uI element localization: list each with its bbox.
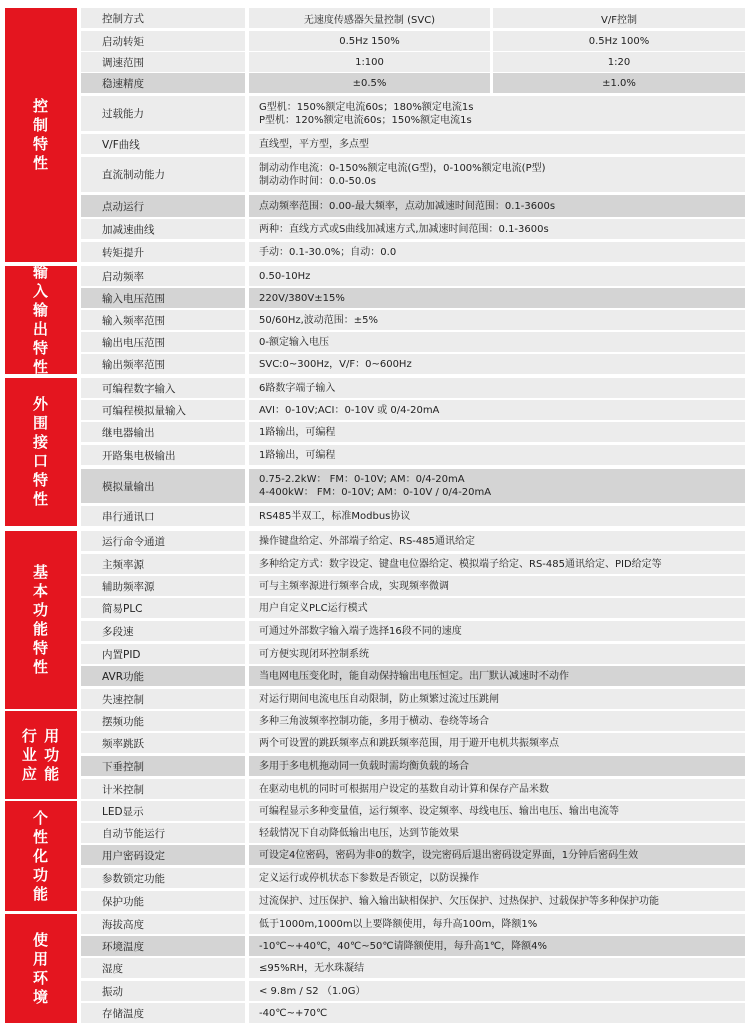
spec-row bbox=[81, 134, 745, 154]
spec-name: 简易PLC bbox=[81, 598, 245, 618]
spec-name: 参数锁定功能 bbox=[81, 868, 245, 888]
spec-name: 控制方式 bbox=[81, 8, 245, 28]
spec-row bbox=[81, 73, 745, 93]
category-title: 个 性 化 功 能 bbox=[32, 808, 49, 903]
spec-value: 可编程显示多种变量值，运行频率、设定频率、母线电压、输出电压、输出电流等 bbox=[249, 801, 745, 821]
spec-name: 海拔高度 bbox=[81, 914, 245, 934]
spec-row bbox=[81, 823, 745, 843]
spec-value: 可通过外部数字输入端子选择16段不同的速度 bbox=[249, 621, 745, 641]
spec-row bbox=[81, 354, 745, 374]
spec-value: 直线型，平方型，多点型 bbox=[249, 134, 745, 154]
category-title: 基 本 功 能 特 性 bbox=[32, 563, 49, 676]
spec-value: AVI：0-10V;ACI：0-10V 或 0/4-20mA bbox=[249, 400, 745, 420]
spec-value: 多种给定方式：数字设定、键盘电位器给定、模拟端子给定、RS-485通讯给定、PID给定等 bbox=[249, 554, 745, 574]
spec-row bbox=[81, 96, 745, 131]
spec-value: 点动频率范围：0.00-最大频率，点动加减速时间范围：0.1-3600s bbox=[249, 195, 745, 217]
spec-value: 过流保护、过压保护、输入输出缺相保护、欠压保护、过热保护、过载保护等多种保护功能 bbox=[249, 891, 745, 911]
spec-value: 对运行期间电流电压自动限制，防止频繁过流过压跳闸 bbox=[249, 689, 745, 709]
spec-value: 可设定4位密码，密码为非0的数字，设完密码后退出密码设定界面，1分钟后密码生效 bbox=[249, 845, 745, 865]
spec-row bbox=[81, 936, 745, 956]
spec-row bbox=[81, 219, 745, 239]
spec-value: ≤95%RH，无水珠凝结 bbox=[249, 958, 745, 978]
spec-name: 转矩提升 bbox=[81, 242, 245, 262]
spec-row bbox=[81, 266, 745, 286]
spec-value: 制动动作电流：0-150%额定电流(G型)，0-100%额定电流(P型) 制动动作时间：0.0-50.0s bbox=[249, 157, 745, 192]
spec-row bbox=[81, 378, 745, 398]
spec-value: -40℃~+70℃ bbox=[249, 1003, 745, 1023]
spec-name: 直流制动能力 bbox=[81, 157, 245, 192]
spec-name: 失速控制 bbox=[81, 689, 245, 709]
spec-row bbox=[81, 666, 745, 686]
spec-row bbox=[81, 31, 745, 51]
spec-name: 稳速精度 bbox=[81, 73, 245, 93]
spec-name: LED显示 bbox=[81, 801, 245, 821]
spec-value: 可方便实现闭环控制系统 bbox=[249, 644, 745, 664]
spec-value: 手动：0.1-30.0%；自动：0.0 bbox=[249, 242, 745, 262]
spec-value: 当电网电压变化时，能自动保持输出电压恒定。出厂默认减速时不动作 bbox=[249, 666, 745, 686]
spec-value: 定义运行或停机状态下参数是否锁定，以防误操作 bbox=[249, 868, 745, 888]
spec-value: 两种：直线方式或S曲线加减速方式,加减速时间范围：0.1-3600s bbox=[249, 219, 745, 239]
spec-value: 0-额定输入电压 bbox=[249, 332, 745, 352]
spec-row bbox=[81, 400, 745, 420]
spec-name: 调速范围 bbox=[81, 52, 245, 72]
spec-row bbox=[81, 52, 745, 72]
spec-value: 220V/380V±15% bbox=[249, 288, 745, 308]
spec-value: 在驱动电机的同时可根据用户设定的基数自动计算和保存产品米数 bbox=[249, 779, 745, 799]
spec-name: 可编程模拟量输入 bbox=[81, 400, 245, 420]
category-label bbox=[5, 914, 77, 1023]
category-label bbox=[5, 8, 77, 262]
spec-value-svc: 无速度传感器矢量控制 (SVC) bbox=[249, 8, 490, 28]
spec-row bbox=[81, 554, 745, 574]
category-title: 外 围 接 口 特 性 bbox=[32, 395, 49, 508]
spec-row bbox=[81, 469, 745, 503]
spec-value: G型机：150%额定电流60s；180%额定电流1s P型机：120%额定电流60s；150%额定电流1s bbox=[249, 96, 745, 131]
spec-row bbox=[81, 914, 745, 934]
category-label bbox=[5, 263, 77, 376]
spec-value: -10℃~+40℃，40℃~50℃请降额使用，每升高1℃，降额4% bbox=[249, 936, 745, 956]
spec-value: 0.50-10Hz bbox=[249, 266, 745, 286]
spec-row bbox=[81, 891, 745, 911]
spec-row bbox=[81, 332, 745, 352]
category-label bbox=[5, 801, 77, 911]
spec-value: 多用于多电机拖动同一负载时需均衡负载的场合 bbox=[249, 756, 745, 776]
spec-value-svc: 0.5Hz 150% bbox=[249, 31, 490, 51]
category-label bbox=[5, 378, 77, 526]
spec-value: < 9.8m / S2 （1.0G） bbox=[249, 981, 745, 1001]
spec-name: 用户密码设定 bbox=[81, 845, 245, 865]
spec-name: 摆频功能 bbox=[81, 711, 245, 731]
spec-row bbox=[81, 779, 745, 799]
spec-row bbox=[81, 689, 745, 709]
spec-row bbox=[81, 195, 745, 217]
spec-name: 过载能力 bbox=[81, 96, 245, 131]
spec-row bbox=[81, 598, 745, 618]
spec-value: 多种三角波频率控制功能，多用于横动、卷绕等场合 bbox=[249, 711, 745, 731]
spec-value: 50/60Hz,波动范围：±5% bbox=[249, 310, 745, 330]
spec-row bbox=[81, 8, 745, 28]
category-label bbox=[5, 531, 77, 709]
spec-row bbox=[81, 576, 745, 596]
spec-name: 运行命令通道 bbox=[81, 531, 245, 551]
spec-row bbox=[81, 242, 745, 262]
spec-row bbox=[81, 711, 745, 731]
spec-value-vf: 0.5Hz 100% bbox=[493, 31, 745, 51]
category-title: 使 用 环 境 bbox=[32, 930, 49, 1006]
spec-row bbox=[81, 310, 745, 330]
spec-name: 开路集电极输出 bbox=[81, 445, 245, 465]
spec-row bbox=[81, 644, 745, 664]
spec-name: 串行通讯口 bbox=[81, 506, 245, 526]
spec-value: 0.75-2.2kW： FM：0-10V; AM：0/4-20mA 4-400kW： FM：0-10V; AM：0-10V / 0/4-20mA bbox=[249, 469, 745, 503]
spec-value: 6路数字端子输入 bbox=[249, 378, 745, 398]
spec-row bbox=[81, 756, 745, 776]
spec-name: 自动节能运行 bbox=[81, 823, 245, 843]
spec-value: 低于1000m,1000m以上要降额使用，每升高100m，降额1% bbox=[249, 914, 745, 934]
spec-name: 输出电压范围 bbox=[81, 332, 245, 352]
spec-value: 轻载情况下自动降低输出电压，达到节能效果 bbox=[249, 823, 745, 843]
spec-row bbox=[81, 733, 745, 753]
spec-value-svc: ±0.5% bbox=[249, 73, 490, 93]
spec-name: 存储温度 bbox=[81, 1003, 245, 1023]
spec-value-vf: ±1.0% bbox=[493, 73, 745, 93]
spec-name: 继电器输出 bbox=[81, 422, 245, 442]
spec-name: 环境温度 bbox=[81, 936, 245, 956]
spec-row bbox=[81, 958, 745, 978]
spec-row bbox=[81, 531, 745, 551]
spec-value: 两个可设置的跳跃频率点和跳跃频率范围，用于避开电机共振频率点 bbox=[249, 733, 745, 753]
spec-value: 用户自定义PLC运行模式 bbox=[249, 598, 745, 618]
spec-value-vf: V/F控制 bbox=[493, 8, 745, 28]
spec-name: 计米控制 bbox=[81, 779, 245, 799]
spec-name: 输入频率范围 bbox=[81, 310, 245, 330]
spec-name: 保护功能 bbox=[81, 891, 245, 911]
spec-name: 内置PID bbox=[81, 644, 245, 664]
spec-row bbox=[81, 801, 745, 821]
spec-row bbox=[81, 506, 745, 526]
spec-name: AVR功能 bbox=[81, 666, 245, 686]
spec-name: 输入电压范围 bbox=[81, 288, 245, 308]
spec-row bbox=[81, 422, 745, 442]
spec-name: 加减速曲线 bbox=[81, 219, 245, 239]
spec-row bbox=[81, 1003, 745, 1023]
category-title: 输 入 输 出 特 性 bbox=[32, 263, 49, 376]
spec-value: 1路输出，可编程 bbox=[249, 445, 745, 465]
spec-name: 辅助频率源 bbox=[81, 576, 245, 596]
spec-value-vf: 1:20 bbox=[493, 52, 745, 72]
spec-value: 可与主频率源进行频率合成，实现频率微调 bbox=[249, 576, 745, 596]
spec-row bbox=[81, 157, 745, 192]
spec-row bbox=[81, 445, 745, 465]
spec-value-svc: 1:100 bbox=[249, 52, 490, 72]
spec-name: 主频率源 bbox=[81, 554, 245, 574]
spec-name: 频率跳跃 bbox=[81, 733, 245, 753]
spec-value: RS485半双工，标准Modbus协议 bbox=[249, 506, 745, 526]
spec-row bbox=[81, 868, 745, 888]
spec-row bbox=[81, 845, 745, 865]
spec-row bbox=[81, 981, 745, 1001]
spec-name: 模拟量输出 bbox=[81, 469, 245, 503]
category-label bbox=[5, 711, 77, 799]
spec-name: 启动转矩 bbox=[81, 31, 245, 51]
spec-name: 可编程数字输入 bbox=[81, 378, 245, 398]
spec-name: 启动频率 bbox=[81, 266, 245, 286]
spec-row bbox=[81, 621, 745, 641]
spec-name: 点动运行 bbox=[81, 195, 245, 217]
spec-name: V/F曲线 bbox=[81, 134, 245, 154]
spec-value: 1路输出，可编程 bbox=[249, 422, 745, 442]
spec-name: 振动 bbox=[81, 981, 245, 1001]
spec-name: 下垂控制 bbox=[81, 756, 245, 776]
spec-value: 操作键盘给定、外部端子给定、RS-485通讯给定 bbox=[249, 531, 745, 551]
spec-row bbox=[81, 288, 745, 308]
category-title: 控 制 特 性 bbox=[32, 97, 49, 172]
spec-value: SVC:0~300Hz，V/F：0~600Hz bbox=[249, 354, 745, 374]
category-title: 行 用 业 功 应 能 bbox=[21, 726, 61, 783]
spec-name: 输出频率范围 bbox=[81, 354, 245, 374]
spec-name: 多段速 bbox=[81, 621, 245, 641]
spec-name: 湿度 bbox=[81, 958, 245, 978]
